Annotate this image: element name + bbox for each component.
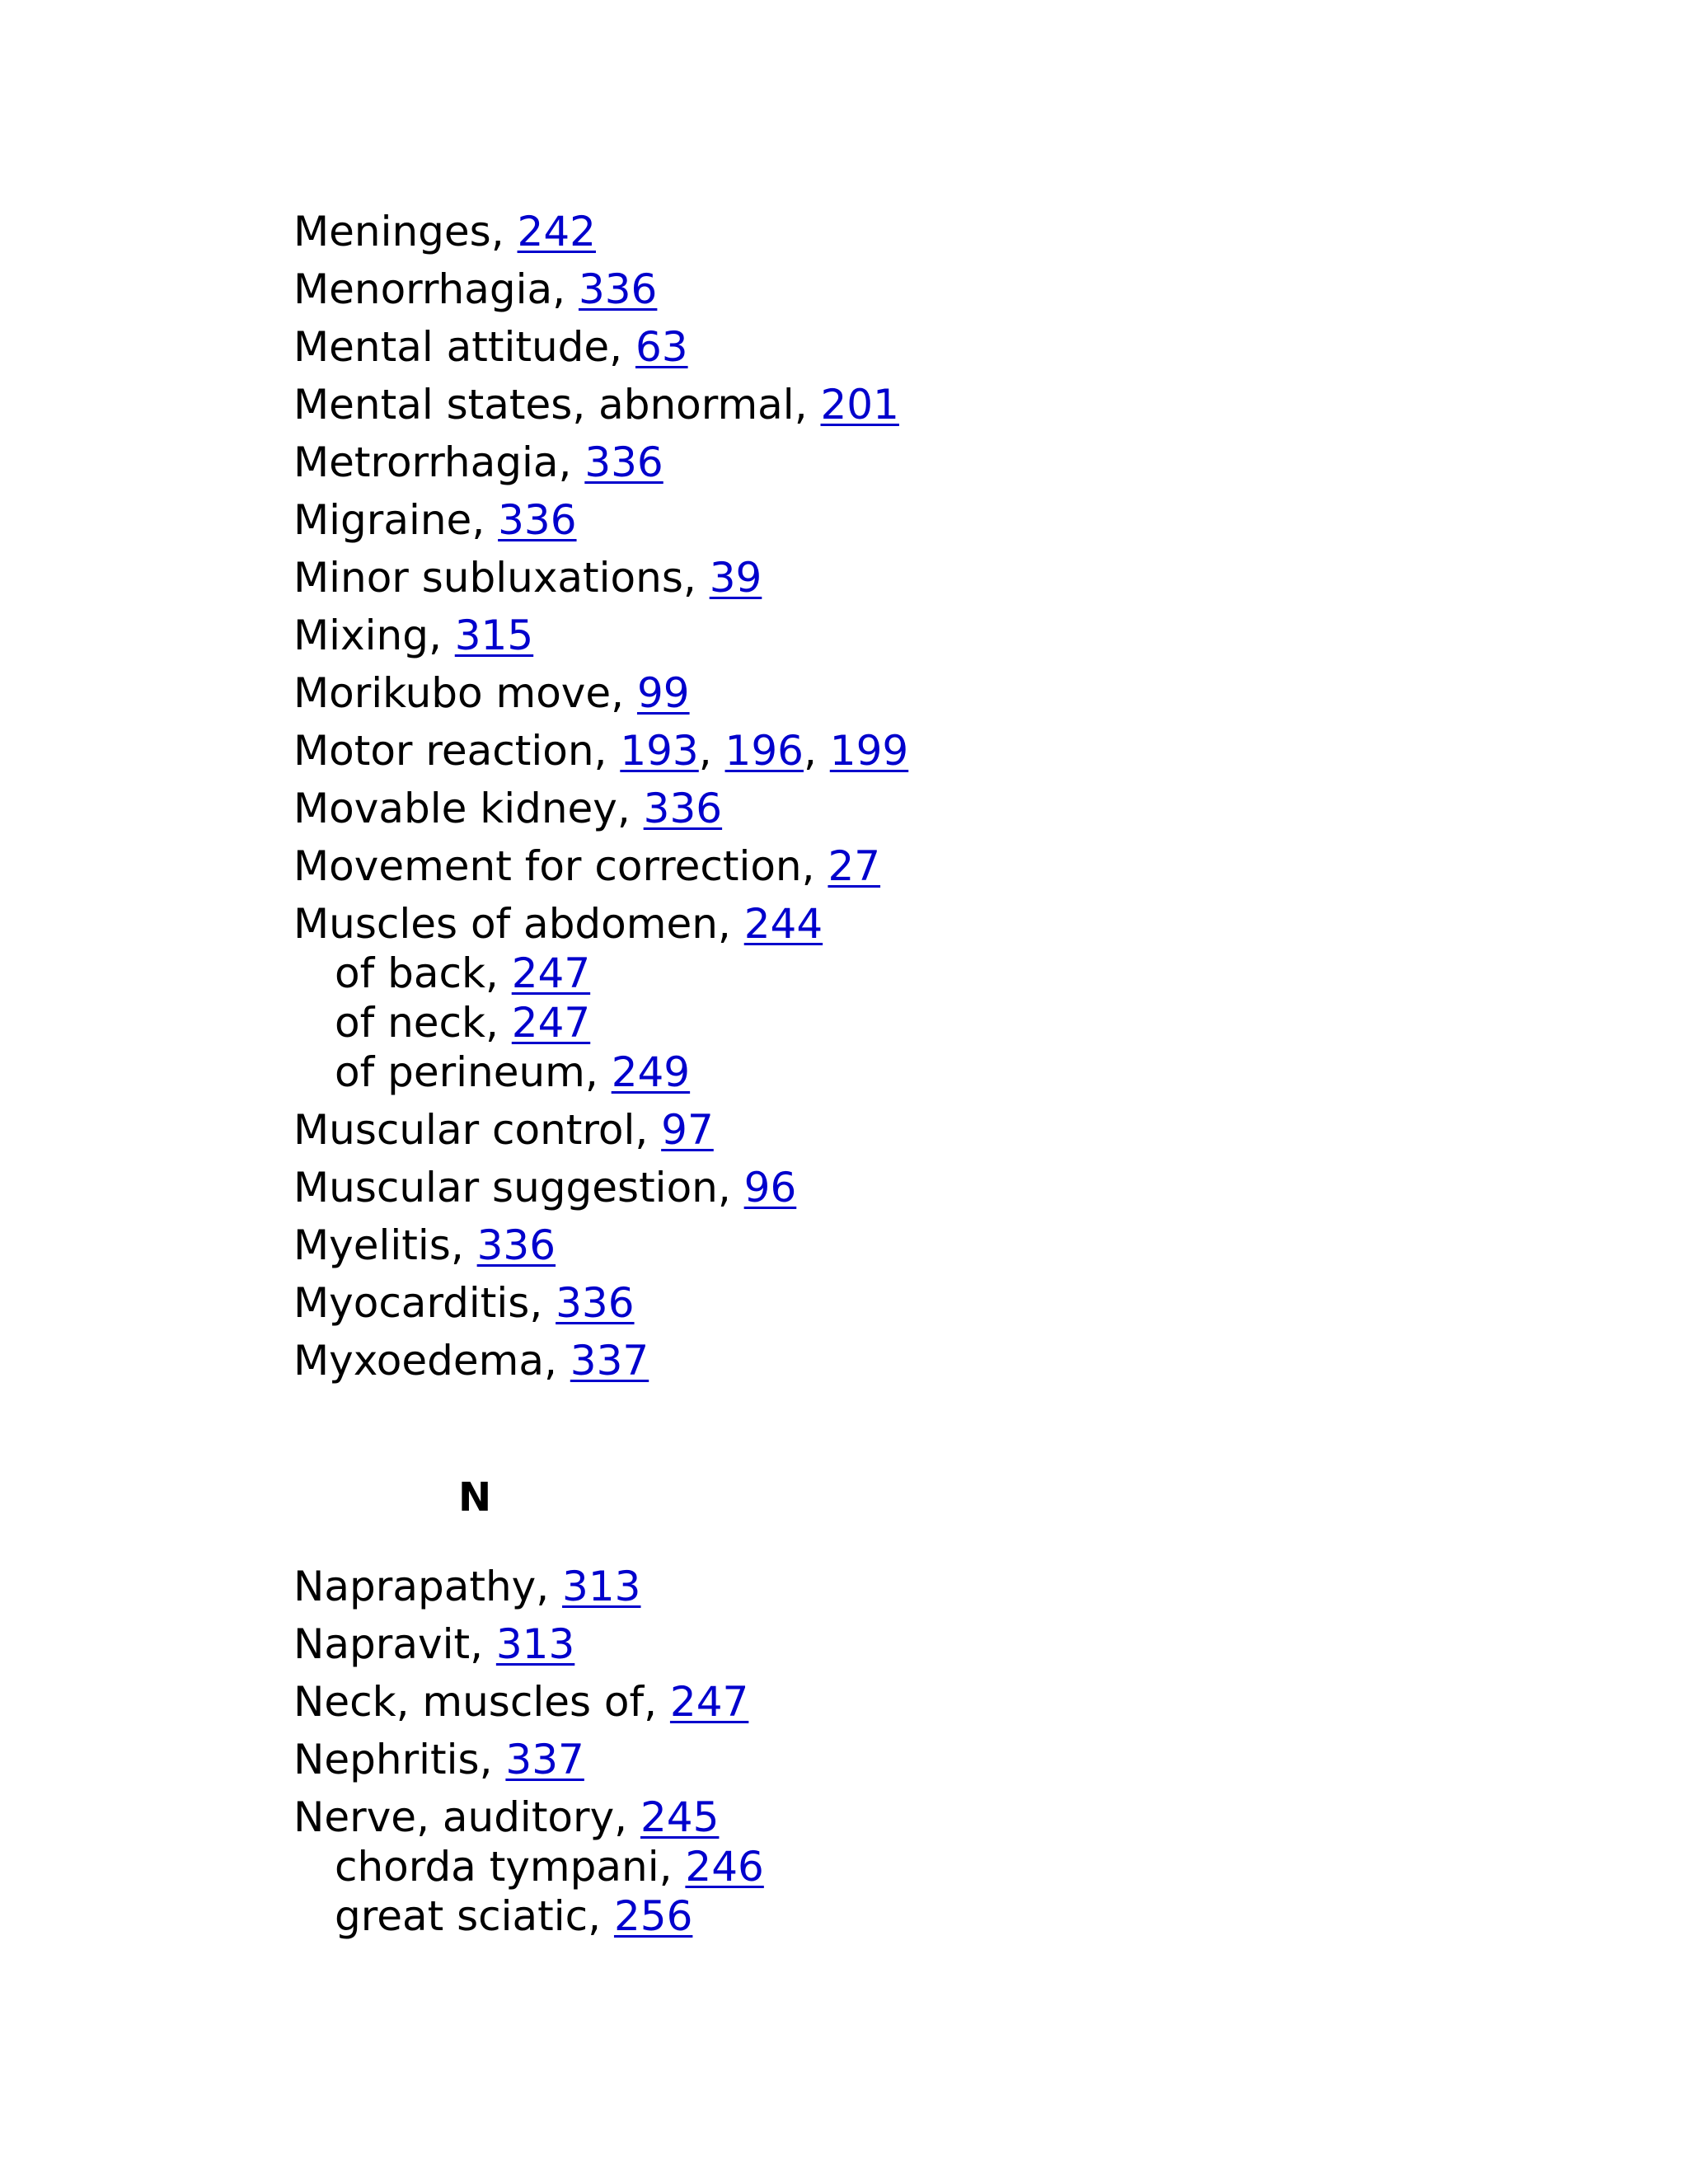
index-term: chorda tympani [335,1843,659,1891]
separator: , [543,1337,570,1385]
separator: , [801,842,828,890]
page-link[interactable]: 336 [476,1221,556,1269]
page-link[interactable]: 337 [505,1736,584,1783]
index-subentry [335,998,590,1047]
index-entry [293,726,908,776]
index-entry [293,265,657,314]
index-entry [293,1677,748,1727]
index-entry [293,668,690,718]
separator: , [614,1793,640,1841]
separator: , [588,1892,614,1940]
index-entry [293,841,880,891]
index-entry [293,1278,635,1328]
separator: , [485,999,512,1047]
page-link[interactable]: 336 [556,1279,635,1327]
separator: , [536,1563,563,1610]
page-link[interactable]: 247 [669,1678,749,1726]
section-heading-n: N [458,1474,492,1521]
separator: , [593,727,621,775]
separator: , [644,1678,670,1726]
page-link[interactable]: 199 [829,727,909,775]
page-link[interactable]: 247 [511,949,591,997]
separator: , [584,1048,612,1096]
separator: , [611,669,637,717]
index-entry [293,899,823,949]
separator: , [552,265,579,313]
page-link[interactable]: 313 [495,1620,575,1668]
separator: , [659,1843,686,1891]
page-link[interactable]: 39 [709,554,762,602]
index-term: of perineum [335,1048,585,1096]
index-entry [293,380,899,429]
page-link[interactable]: 97 [661,1106,714,1154]
index-term: great sciatic [335,1892,588,1940]
page-link[interactable]: 27 [828,842,881,890]
page-link[interactable]: 196 [724,727,804,775]
separator: , [617,785,644,832]
index-term: Muscles of abdomen [293,900,718,948]
index-term: Menorrhagia [293,265,553,313]
separator: , [794,381,821,429]
index-term: Mental attitude [293,323,610,371]
page-link[interactable]: 336 [578,265,658,313]
separator: , [479,1736,506,1783]
page-link[interactable]: 242 [517,208,596,255]
index-entry [293,1105,714,1155]
page-link[interactable]: 315 [454,612,534,659]
index-term: Morikubo move [293,669,612,717]
separator: , [471,496,499,544]
index-term: Mental states, abnormal [293,381,795,429]
separator: , [635,1106,662,1154]
separator: , [558,438,585,486]
index-entry [293,438,663,487]
page-link[interactable]: 201 [820,381,899,429]
index-term: Neck, muscles of [293,1678,645,1726]
page-link[interactable]: 336 [643,785,723,832]
index-entry [293,1619,574,1669]
index-term: Myelitis [293,1221,451,1269]
index-subentry [335,1842,764,1891]
index-subentry [335,1047,690,1097]
separator: , [803,727,830,775]
page-link[interactable]: 99 [636,669,690,717]
index-term: Meninges [293,208,491,255]
separator: , [485,949,512,997]
index-subentry [335,949,590,998]
page-link[interactable]: 245 [640,1793,720,1841]
index-entry [293,611,533,660]
index-term: Myxoedema [293,1337,544,1385]
index-subentry [335,1891,692,1941]
index-entry [293,1562,640,1611]
page-link[interactable]: 244 [743,900,823,948]
index-term: Muscular suggestion [293,1164,718,1212]
index-entry [293,322,688,372]
page-link[interactable]: 246 [685,1843,764,1891]
index-entry [293,207,596,256]
separator: , [682,554,710,602]
page-link[interactable]: 247 [511,999,591,1047]
index-entry [293,784,722,833]
separator: , [698,727,725,775]
index-term: Minor subluxations [293,554,683,602]
separator: , [490,208,518,255]
index-term: Movable kidney [293,785,617,832]
index-term: Naprapathy [293,1563,537,1610]
separator: , [428,612,455,659]
index-term: Motor reaction [293,727,594,775]
index-term: of back [335,949,485,997]
index-entry [293,1163,796,1212]
separator: , [717,900,744,948]
page-link[interactable]: 336 [584,438,663,486]
page-link[interactable]: 249 [611,1048,691,1096]
page-link[interactable]: 96 [743,1164,797,1212]
separator: , [717,1164,744,1212]
index-term: Nerve, auditory [293,1793,615,1841]
page-link[interactable]: 337 [570,1337,649,1385]
page-link[interactable]: 313 [562,1563,641,1610]
index-term: Migraine [293,496,472,544]
separator: , [529,1279,556,1327]
separator: , [450,1221,477,1269]
page-link[interactable]: 63 [635,323,688,371]
index-term: Muscular control [293,1106,635,1154]
page-link[interactable]: 256 [613,1892,693,1940]
separator: , [609,323,635,371]
separator: , [470,1620,496,1668]
index-entry [293,1336,649,1385]
index-term: Napravit [293,1620,471,1668]
index-term: Movement for correction [293,842,802,890]
index-term: Nephritis [293,1736,480,1783]
index-entry [293,1735,584,1784]
index-entry [293,1793,719,1842]
index-term: of neck [335,999,485,1047]
index-entry [293,553,762,602]
page-link[interactable]: 336 [498,496,577,544]
index-term: Myocarditis [293,1279,530,1327]
index-term: Mixing [293,612,429,659]
page-link[interactable]: 193 [620,727,699,775]
index-term: Metrorrhagia [293,438,559,486]
index-entry [293,495,577,545]
index-entry [293,1221,556,1270]
